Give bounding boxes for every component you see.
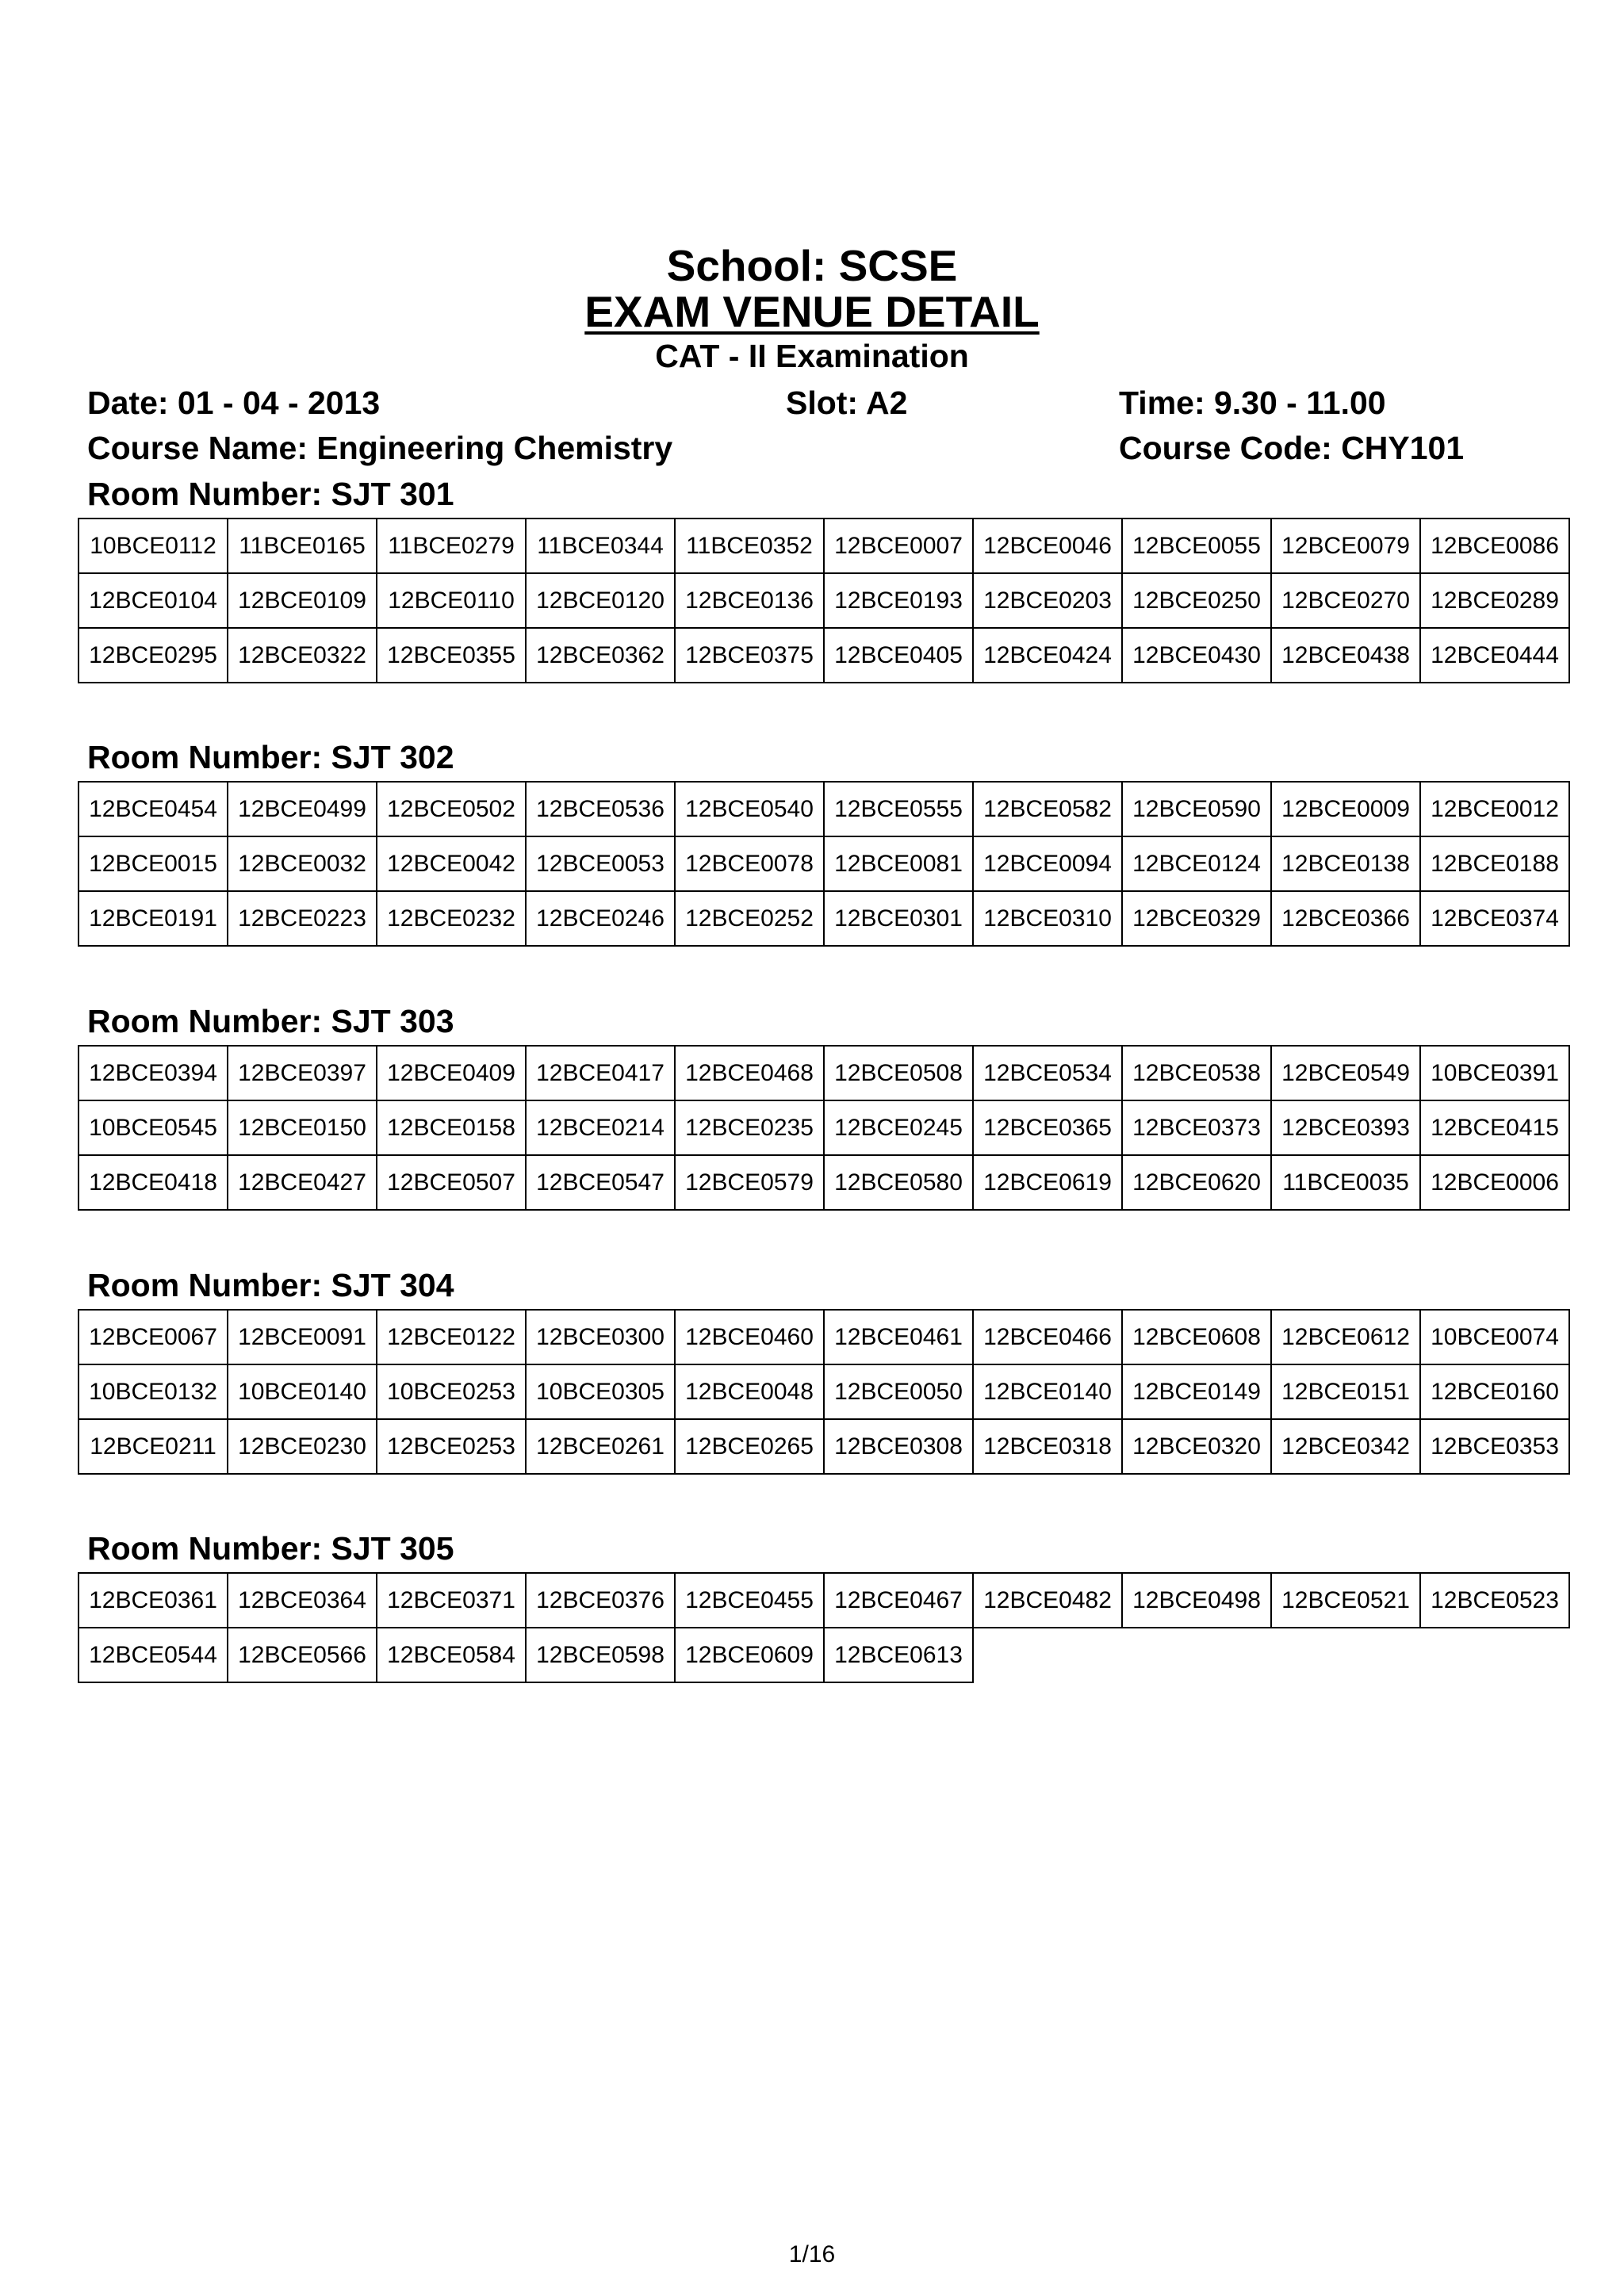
table-row bbox=[79, 519, 1569, 573]
table-cell: 12BCE0374 bbox=[1420, 891, 1569, 946]
table-cell: 12BCE0555 bbox=[824, 782, 973, 836]
table-cell: 12BCE0109 bbox=[228, 573, 377, 628]
table-cell: 12BCE0322 bbox=[228, 628, 377, 683]
table-cell: 12BCE0397 bbox=[228, 1046, 377, 1100]
table-cell: 12BCE0482 bbox=[973, 1573, 1122, 1628]
table-row bbox=[79, 1419, 1569, 1474]
table-cell: 12BCE0136 bbox=[675, 573, 824, 628]
table-cell: 10BCE0140 bbox=[228, 1364, 377, 1419]
table-cell: 12BCE0006 bbox=[1420, 1155, 1569, 1210]
table-cell: 12BCE0151 bbox=[1271, 1364, 1420, 1419]
table-cell: 12BCE0270 bbox=[1271, 573, 1420, 628]
table-cell: 12BCE0415 bbox=[1420, 1100, 1569, 1155]
table-cell: 12BCE0508 bbox=[824, 1046, 973, 1100]
table-cell: 12BCE0214 bbox=[526, 1100, 675, 1155]
table-cell: 12BCE0140 bbox=[973, 1364, 1122, 1419]
table-cell: 12BCE0245 bbox=[824, 1100, 973, 1155]
table-cell: 12BCE0046 bbox=[973, 519, 1122, 573]
table-cell: 12BCE0366 bbox=[1271, 891, 1420, 946]
table-cell: 12BCE0498 bbox=[1122, 1573, 1271, 1628]
table-cell: 12BCE0613 bbox=[824, 1628, 973, 1682]
table-cell: 12BCE0582 bbox=[973, 782, 1122, 836]
table-cell: 12BCE0223 bbox=[228, 891, 377, 946]
table-cell: 12BCE0308 bbox=[824, 1419, 973, 1474]
page-number: 1/16 bbox=[788, 2241, 836, 2267]
table-cell: 12BCE0549 bbox=[1271, 1046, 1420, 1100]
exam-name: CAT - II Examination bbox=[655, 338, 969, 374]
table-row bbox=[79, 1628, 1569, 1682]
table-cell: 12BCE0086 bbox=[1420, 519, 1569, 573]
table-cell: 12BCE0547 bbox=[526, 1155, 675, 1210]
table-cell: 10BCE0391 bbox=[1420, 1046, 1569, 1100]
table-cell: 12BCE0094 bbox=[973, 836, 1122, 891]
table-row bbox=[79, 1310, 1569, 1364]
table-cell: 11BCE0165 bbox=[228, 519, 377, 573]
table-cell: 12BCE0310 bbox=[973, 891, 1122, 946]
table-cell: 12BCE0455 bbox=[675, 1573, 824, 1628]
table-cell: 12BCE0289 bbox=[1420, 573, 1569, 628]
table-cell: 12BCE0461 bbox=[824, 1310, 973, 1364]
room-title: Room Number: SJT 304 bbox=[87, 1267, 454, 1303]
table-cell: 12BCE0320 bbox=[1122, 1419, 1271, 1474]
exam-time: Time: 9.30 - 11.00 bbox=[1119, 385, 1386, 421]
course-name: Course Name: Engineering Chemistry bbox=[87, 430, 673, 466]
table-cell: 12BCE0050 bbox=[824, 1364, 973, 1419]
table-cell: 12BCE0444 bbox=[1420, 628, 1569, 683]
table-cell: 12BCE0265 bbox=[675, 1419, 824, 1474]
table-cell: 12BCE0609 bbox=[675, 1628, 824, 1682]
table-row bbox=[79, 628, 1569, 683]
table-cell: 12BCE0232 bbox=[377, 891, 526, 946]
room-table bbox=[78, 781, 1570, 947]
table-cell: 12BCE0253 bbox=[377, 1419, 526, 1474]
table-row bbox=[79, 891, 1569, 946]
table-cell: 12BCE0418 bbox=[79, 1155, 228, 1210]
table-cell: 12BCE0499 bbox=[228, 782, 377, 836]
table-cell: 12BCE0417 bbox=[526, 1046, 675, 1100]
page-title-text: EXAM VENUE DETAIL bbox=[584, 287, 1040, 336]
table-cell: 12BCE0598 bbox=[526, 1628, 675, 1682]
room-table bbox=[78, 1045, 1570, 1211]
table-cell: 10BCE0305 bbox=[526, 1364, 675, 1419]
table-cell: 12BCE0355 bbox=[377, 628, 526, 683]
table-cell: 12BCE0120 bbox=[526, 573, 675, 628]
table-cell: 10BCE0132 bbox=[79, 1364, 228, 1419]
table-cell: 12BCE0042 bbox=[377, 836, 526, 891]
table-cell: 12BCE0246 bbox=[526, 891, 675, 946]
table-cell: 10BCE0074 bbox=[1420, 1310, 1569, 1364]
exam-date: Date: 01 - 04 - 2013 bbox=[87, 385, 381, 421]
table-cell: 12BCE0329 bbox=[1122, 891, 1271, 946]
table-cell: 12BCE0193 bbox=[824, 573, 973, 628]
table-cell: 12BCE0104 bbox=[79, 573, 228, 628]
page-title bbox=[0, 285, 1624, 338]
table-row bbox=[79, 1155, 1569, 1210]
table-cell: 12BCE0460 bbox=[675, 1310, 824, 1364]
table-cell: 12BCE0149 bbox=[1122, 1364, 1271, 1419]
table-cell: 12BCE0393 bbox=[1271, 1100, 1420, 1155]
table-cell: 12BCE0620 bbox=[1122, 1155, 1271, 1210]
room-title: Room Number: SJT 301 bbox=[87, 476, 454, 512]
table-cell: 12BCE0468 bbox=[675, 1046, 824, 1100]
table-cell: 12BCE0365 bbox=[973, 1100, 1122, 1155]
table-cell: 11BCE0035 bbox=[1271, 1155, 1420, 1210]
table-row bbox=[79, 1046, 1569, 1100]
table-cell: 12BCE0091 bbox=[228, 1310, 377, 1364]
table-cell: 12BCE0012 bbox=[1420, 782, 1569, 836]
exam-slot: Slot: A2 bbox=[786, 385, 908, 421]
table-cell: 12BCE0394 bbox=[79, 1046, 228, 1100]
table-cell: 12BCE0454 bbox=[79, 782, 228, 836]
table-row bbox=[79, 1100, 1569, 1155]
table-cell: 12BCE0048 bbox=[675, 1364, 824, 1419]
table-cell: 12BCE0376 bbox=[526, 1573, 675, 1628]
table-cell: 12BCE0230 bbox=[228, 1419, 377, 1474]
table-cell: 10BCE0253 bbox=[377, 1364, 526, 1419]
table-cell: 12BCE0078 bbox=[675, 836, 824, 891]
table-row bbox=[79, 1364, 1569, 1419]
table-cell: 12BCE0009 bbox=[1271, 782, 1420, 836]
table-cell: 12BCE0424 bbox=[973, 628, 1122, 683]
table-row bbox=[79, 782, 1569, 836]
table-cell: 12BCE0138 bbox=[1271, 836, 1420, 891]
table-cell: 12BCE0579 bbox=[675, 1155, 824, 1210]
table-cell: 10BCE0112 bbox=[79, 519, 228, 573]
table-cell: 12BCE0612 bbox=[1271, 1310, 1420, 1364]
course-code: Course Code: CHY101 bbox=[1119, 430, 1465, 466]
table-cell: 12BCE0375 bbox=[675, 628, 824, 683]
table-cell: 12BCE0318 bbox=[973, 1419, 1122, 1474]
table-cell: 12BCE0211 bbox=[79, 1419, 228, 1474]
table-cell: 12BCE0053 bbox=[526, 836, 675, 891]
table-cell: 12BCE0540 bbox=[675, 782, 824, 836]
table-cell: 11BCE0344 bbox=[526, 519, 675, 573]
table-cell: 12BCE0032 bbox=[228, 836, 377, 891]
table-cell: 12BCE0158 bbox=[377, 1100, 526, 1155]
room-title: Room Number: SJT 305 bbox=[87, 1530, 454, 1567]
room-table bbox=[78, 518, 1570, 683]
table-cell: 12BCE0122 bbox=[377, 1310, 526, 1364]
school-heading: School: SCSE bbox=[666, 241, 958, 290]
table-cell: 12BCE0371 bbox=[377, 1573, 526, 1628]
room-table bbox=[78, 1309, 1570, 1475]
table-cell: 12BCE0250 bbox=[1122, 573, 1271, 628]
table-cell: 12BCE0150 bbox=[228, 1100, 377, 1155]
table-row bbox=[79, 836, 1569, 891]
table-cell: 12BCE0261 bbox=[526, 1419, 675, 1474]
room-title: Room Number: SJT 303 bbox=[87, 1003, 454, 1039]
table-cell: 12BCE0373 bbox=[1122, 1100, 1271, 1155]
table-cell: 12BCE0079 bbox=[1271, 519, 1420, 573]
table-cell: 12BCE0188 bbox=[1420, 836, 1569, 891]
table-cell: 12BCE0502 bbox=[377, 782, 526, 836]
table-row bbox=[79, 573, 1569, 628]
table-cell: 12BCE0590 bbox=[1122, 782, 1271, 836]
room-table bbox=[78, 1572, 1570, 1683]
table-cell: 12BCE0608 bbox=[1122, 1310, 1271, 1364]
table-cell: 12BCE0300 bbox=[526, 1310, 675, 1364]
table-cell: 12BCE0203 bbox=[973, 573, 1122, 628]
table-cell: 12BCE0507 bbox=[377, 1155, 526, 1210]
table-cell: 12BCE0191 bbox=[79, 891, 228, 946]
table-cell: 12BCE0055 bbox=[1122, 519, 1271, 573]
table-cell: 12BCE0538 bbox=[1122, 1046, 1271, 1100]
room-title: Room Number: SJT 302 bbox=[87, 739, 454, 775]
table-cell: 12BCE0124 bbox=[1122, 836, 1271, 891]
table-cell: 12BCE0342 bbox=[1271, 1419, 1420, 1474]
table-cell: 12BCE0430 bbox=[1122, 628, 1271, 683]
table-cell: 12BCE0295 bbox=[79, 628, 228, 683]
table-cell: 12BCE0081 bbox=[824, 836, 973, 891]
table-cell: 12BCE0110 bbox=[377, 573, 526, 628]
table-cell: 12BCE0409 bbox=[377, 1046, 526, 1100]
table-cell: 12BCE0405 bbox=[824, 628, 973, 683]
table-cell: 12BCE0362 bbox=[526, 628, 675, 683]
table-cell: 11BCE0352 bbox=[675, 519, 824, 573]
table-cell: 12BCE0015 bbox=[79, 836, 228, 891]
table-cell: 12BCE0544 bbox=[79, 1628, 228, 1682]
table-cell: 11BCE0279 bbox=[377, 519, 526, 573]
table-cell: 12BCE0067 bbox=[79, 1310, 228, 1364]
table-cell: 12BCE0536 bbox=[526, 782, 675, 836]
table-cell: 12BCE0160 bbox=[1420, 1364, 1569, 1419]
table-row bbox=[79, 1573, 1569, 1628]
table-cell: 10BCE0545 bbox=[79, 1100, 228, 1155]
table-cell: 12BCE0438 bbox=[1271, 628, 1420, 683]
table-cell: 12BCE0252 bbox=[675, 891, 824, 946]
table-cell: 12BCE0427 bbox=[228, 1155, 377, 1210]
table-cell: 12BCE0619 bbox=[973, 1155, 1122, 1210]
table-cell: 12BCE0467 bbox=[824, 1573, 973, 1628]
table-cell: 12BCE0580 bbox=[824, 1155, 973, 1210]
table-cell: 12BCE0301 bbox=[824, 891, 973, 946]
table-cell: 12BCE0521 bbox=[1271, 1573, 1420, 1628]
table-cell: 12BCE0007 bbox=[824, 519, 973, 573]
table-cell: 12BCE0566 bbox=[228, 1628, 377, 1682]
table-cell: 12BCE0235 bbox=[675, 1100, 824, 1155]
table-cell: 12BCE0534 bbox=[973, 1046, 1122, 1100]
table-cell: 12BCE0584 bbox=[377, 1628, 526, 1682]
table-cell: 12BCE0364 bbox=[228, 1573, 377, 1628]
table-cell: 12BCE0466 bbox=[973, 1310, 1122, 1364]
table-cell: 12BCE0361 bbox=[79, 1573, 228, 1628]
table-cell: 12BCE0523 bbox=[1420, 1573, 1569, 1628]
table-cell: 12BCE0353 bbox=[1420, 1419, 1569, 1474]
